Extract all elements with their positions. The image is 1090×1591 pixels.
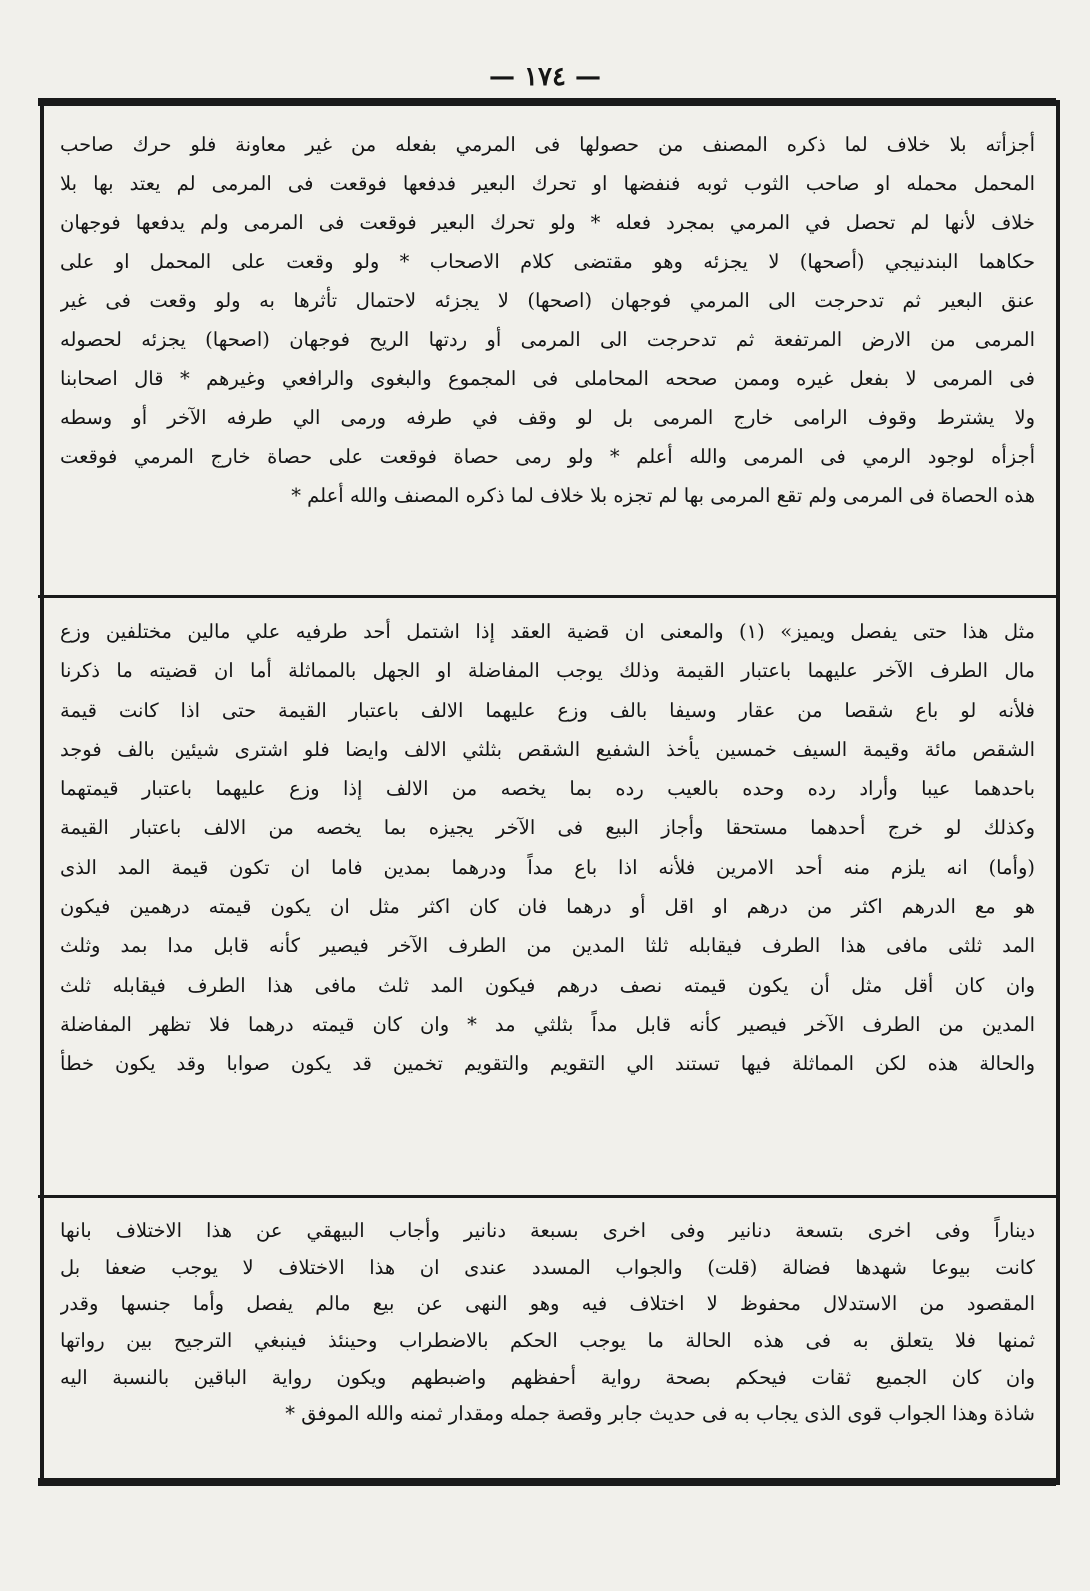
text-line: أجزأه لوجود الرمي فى المرمى والله أعلم * ولو رمى حصاة فوقعت على حصاة خارج المرمي فوقعت (60, 445, 1035, 468)
text-line: المد ثلثى مافى هذا الطرف فيقابله ثلثا المدين من الطرف الآخر فيصير كأنه قابل مدا بمد وثلث (60, 934, 1035, 958)
text-line: الشقص مائة وقيمة السيف خمسين يأخذ الشفيع الشقص بثلثي الالف وايضا فلو اشترى شيئين بالف فوجد (60, 737, 1035, 761)
text-line: ديناراً وفى اخرى بتسعة دنانير وفى اخرى بسبعة دنانير وأجاب البيهقي عن هذا الاختلاف بانها (60, 1219, 1035, 1242)
text-line: أجزأته بلا خلاف لما ذكره المصنف من حصولها فى المرمي بفعله من غير معاونة فلو حرك صاحب (60, 133, 1035, 156)
page-number: — ١٧٤ — (488, 62, 602, 92)
text-line: المدين من الطرف الآخر فيصير كأنه قابل مداً بثلثي مد * وان كان قيمته درهما فلا تظهر المفاضلة (60, 1012, 1035, 1036)
text-line: هذه الحصاة فى المرمى ولم تقع المرمى بها لم تجزه بلا خلاف لما ذكره المصنف والله أعلم * (291, 484, 1035, 507)
text-line: مثل هذا حتى يفصل ويميز» (١) والمعنى ان قضية العقد إذا اشتمل أحد طرفيه علي مالين مختلفين وزع (60, 620, 1035, 643)
text-line: وان كان الجميع ثقات فيحكم بصحة رواية أحفظهم واضبطهم ويكون رواية الباقين بالنسبة اليه (60, 1365, 1035, 1389)
main-text-block (60, 125, 1035, 515)
commentary-block (60, 612, 1035, 1084)
text-line: فى المرمى لا بفعل غيره وممن صححه المحاملى فى المجموع والبغوى والرافعي وغيرهم * قال اصحابنا (60, 367, 1035, 390)
top-rule (38, 98, 1056, 106)
text-line: المرمى من الارض المرتفعة ثم تدحرجت الى المرمى أو ردتها الريح فوجهان (اصحها) يجزئه لحصوله (60, 328, 1035, 351)
bottom-rule (38, 1478, 1056, 1486)
text-line: والحالة هذه لكن المماثلة فيها تستند الي التقويم والتقويم تخمين قد يكون صوابا وقد يكون خطأ (60, 1052, 1035, 1076)
section-divider-2 (38, 1195, 1056, 1198)
text-line: ولا يشترط وقوف الرامى خارج المرمى بل لو وقف في طرفه ورمى الي طرفه الآخر أو وسطه (60, 406, 1035, 429)
text-line: حكاهما البندنيجي (أصحها) لا يجزئه وهو مقتضى كلام الاصحاب * ولو وقعت على المحمل او على (60, 250, 1035, 273)
text-line: هو مع الدرهم اكثر من درهم او اقل أو درهما فان كان اكثر مثل ان يكون قيمته درهمين فيكون (60, 895, 1035, 919)
text-line: (وأما) انه يلزم منه أحد الامرين فلأنه اذا باع مداً ودرهما بمدين فاما ان تكون قيمة المد الذى (60, 855, 1035, 879)
text-line: المقصود من الاستدلال محفوظ لا اختلاف فيه وهو النهى عن بيع مالم يفصل وأما جنسها وقدر (60, 1292, 1035, 1316)
text-line: ثمنها فلا يتعلق به فى هذه الحالة ما يوجب الحكم بالاضطراب وحينئذ فينبغي الترجيح بين رواتها (60, 1329, 1035, 1353)
text-line: عنق البعير ثم تدحرجت الى المرمي فوجهان (اصحها) لا يجزئه لاحتمال تأثرها به ولو وقعت فى غير (60, 289, 1035, 312)
text-line: وان كان أقل مثل أن يكون قيمته نصف درهم فيكون المد ثلث مافى هذا الطرف فيقابله ثلث (60, 973, 1035, 997)
text-line: كانت بيوعا شهدها فضالة (قلت) والجواب المسدد عندى ان هذا الاختلاف لا يوجب ضعفا بل (60, 1255, 1035, 1279)
section-divider-1 (38, 595, 1056, 598)
text-line: فلأنه لو باع شقصا من عقار وسيفا بالف وزع عليهما الالف باعتبار القيمة حتى اذا كانت قيمة (60, 698, 1035, 722)
text-line: المحمل محمله او صاحب الثوب ثوبه فنفضها او تحرك البعير فدفعها فوقعت فى المرمى لم يعتد بها بلا (60, 172, 1035, 195)
text-line: باحدهما عيبا وأراد رده وحده بالعيب رده بما يخصه من الالف إذا وزع عليهما باعتبار قيمتهما (60, 777, 1035, 801)
text-line: وكذلك لو خرج أحدهما مستحقا وأجاز البيع فى الآخر يجيزه بما يخصه من الالف باعتبار القيمة (60, 816, 1035, 840)
text-line: خلاف لأنها لم تحصل في المرمي بمجرد فعله * ولو تحرك البعير فوقعت فى المرمى ولم يدفعها فوجهان (60, 211, 1035, 234)
text-line: شاذة وهذا الجواب قوى الذى يجاب به فى حديث جابر وقصة جمله ومقدار ثمنه والله الموفق * (285, 1402, 1035, 1426)
text-line: مال الطرف الآخر عليهما باعتبار القيمة وذلك يوجب المفاضلة او الجهل بالمماثلة أما ان قضيته ما ذكرنا (60, 659, 1035, 683)
footnote-block (60, 1213, 1035, 1433)
